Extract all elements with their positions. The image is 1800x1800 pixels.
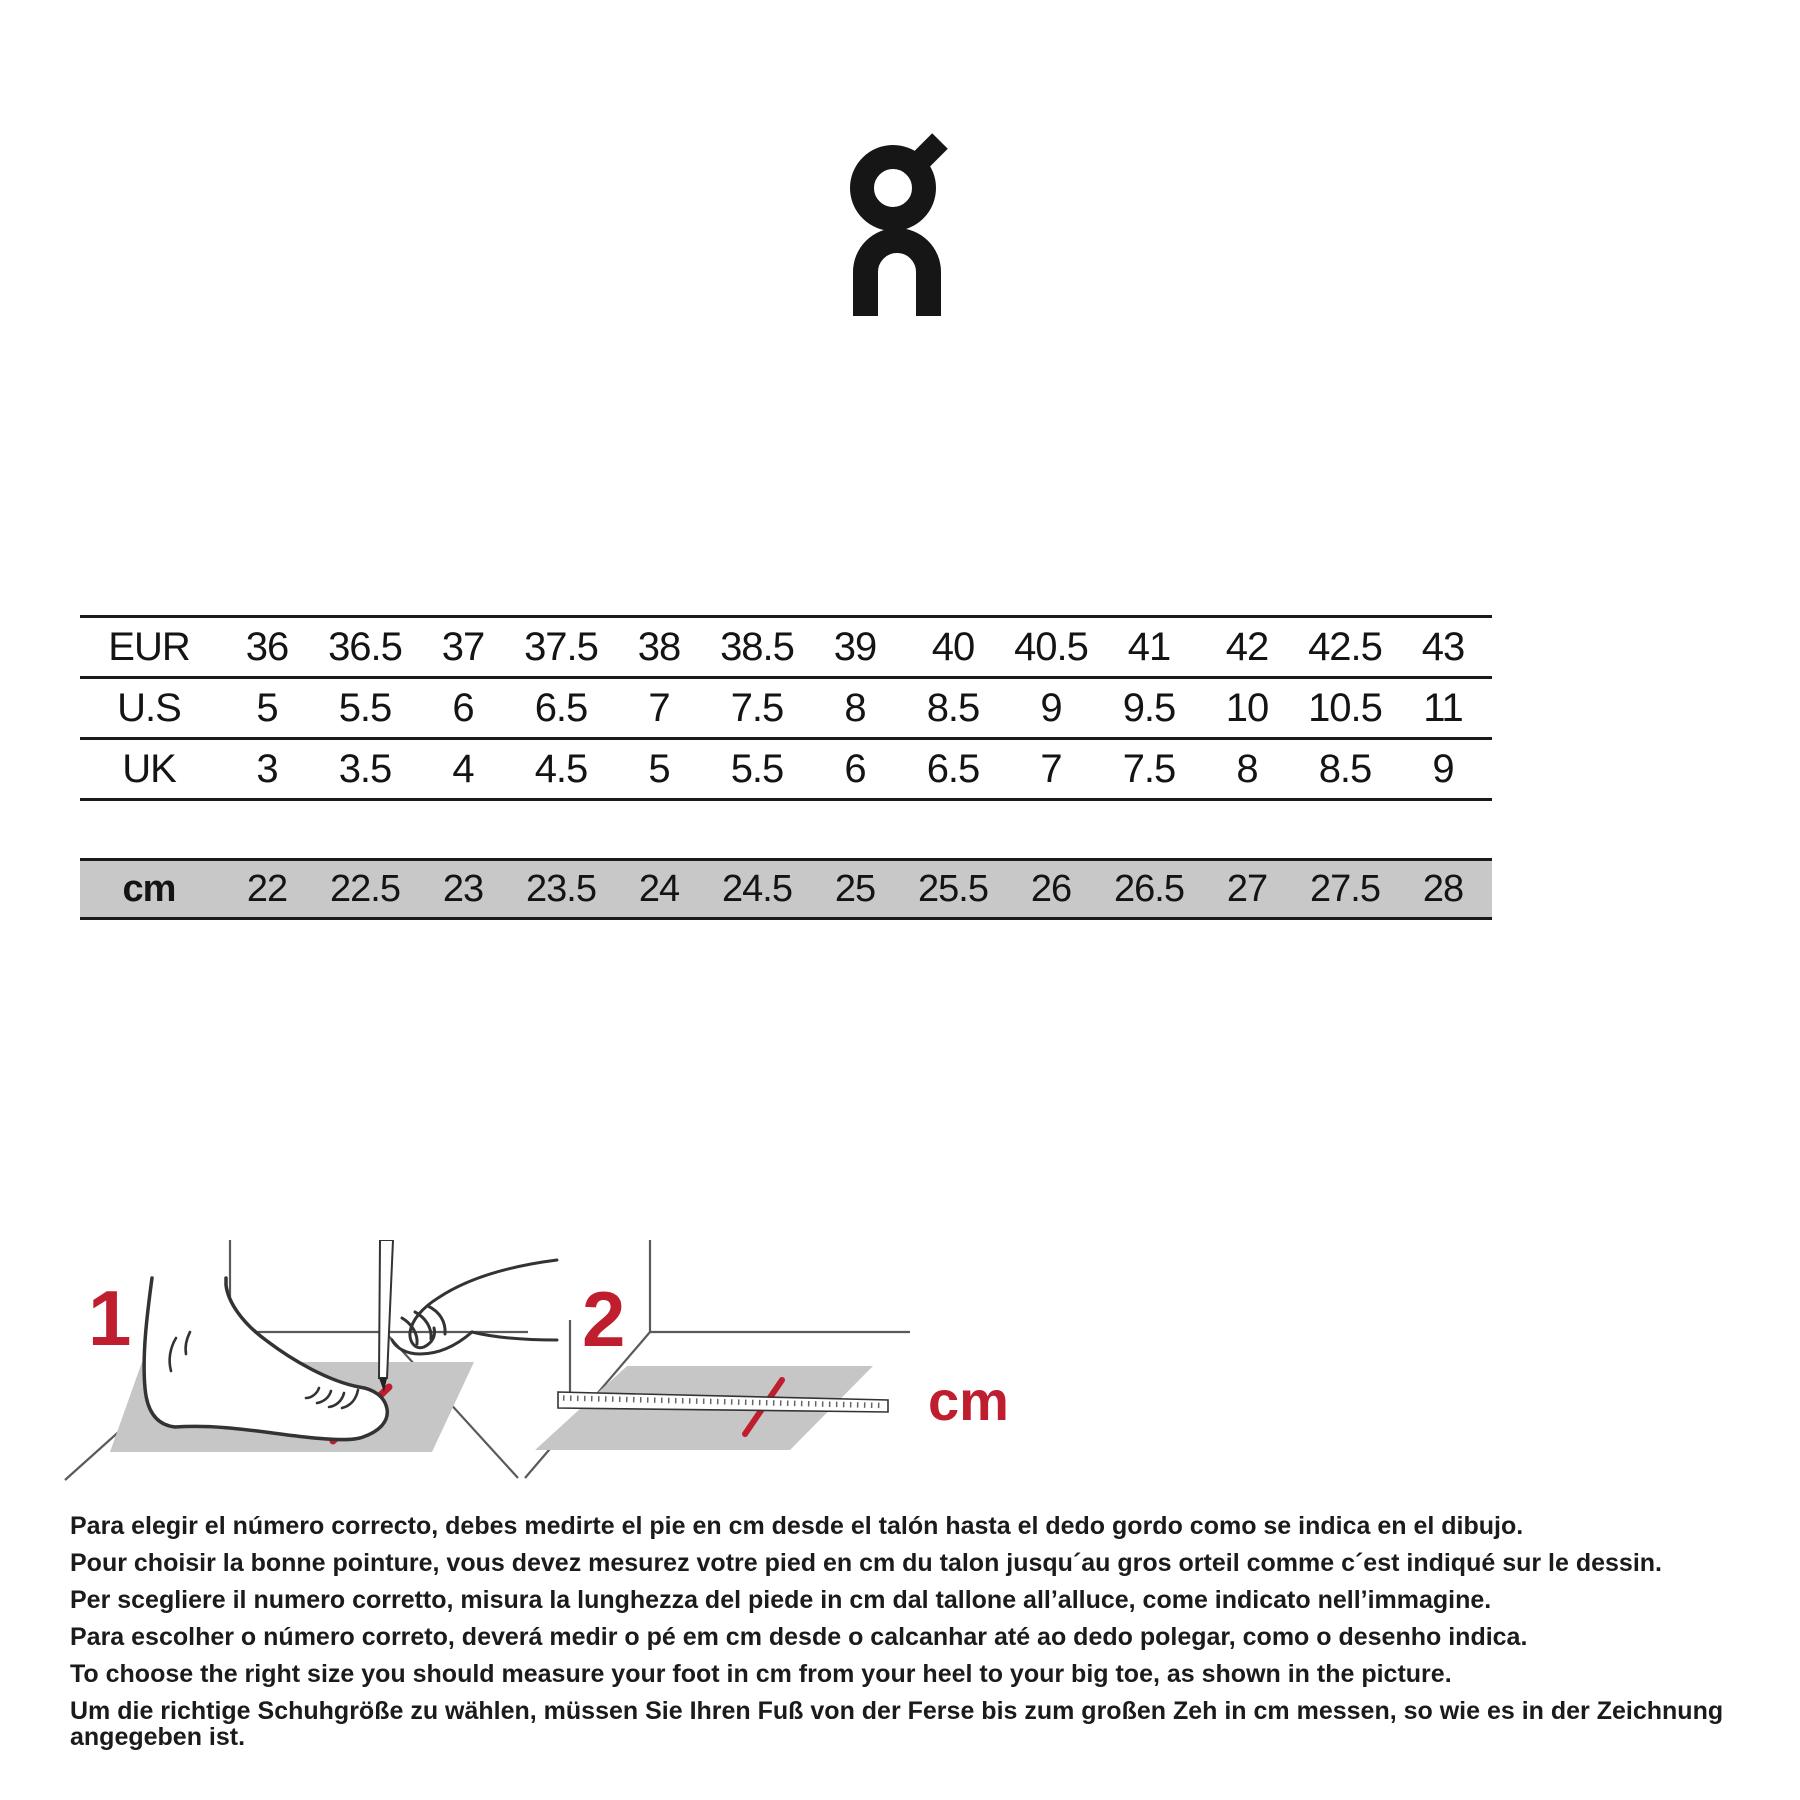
instruction-line-it: Per scegliere il numero corretto, misura la lunghezza del piede in cm dal tallone all’alluce, come indicato nell’immagine. [70, 1586, 1492, 1614]
size-value: 36.5 [328, 624, 402, 669]
size-value: 23.5 [526, 867, 596, 910]
size-value: 7 [1040, 746, 1062, 791]
step1-foot-measure-illustration [60, 1240, 560, 1512]
size-value: 8.5 [1318, 746, 1372, 791]
size-row-us [80, 679, 1492, 740]
row-label: cm [122, 867, 176, 910]
size-value: 26 [1030, 867, 1072, 910]
size-value: 40 [931, 624, 975, 669]
size-value: 37.5 [524, 624, 598, 669]
size-value: 28 [1422, 867, 1464, 910]
step2-number: 2 [582, 1275, 626, 1363]
instruction-line-fr: Pour choisir la bonne pointure, vous devez mesurez votre pied en cm du talon jusqu´au gros orteil comme c´est indiqué sur le dessin. [70, 1549, 1662, 1577]
pencil [379, 1240, 393, 1378]
size-value: 9.5 [1122, 685, 1176, 730]
size-value: 7 [648, 685, 670, 730]
size-value: 10 [1225, 685, 1269, 730]
size-value: 6 [844, 746, 866, 791]
on-logo-icon [846, 120, 954, 316]
size-value: 6 [452, 685, 474, 730]
size-value: 9 [1040, 685, 1062, 730]
instruction-line-pt: Para escolher o número correto, deverá medir o pé em cm desde o calcanhar até ao dedo polegar, como o desenho indica. [70, 1623, 1528, 1651]
size-row-uk [80, 740, 1492, 801]
size-value: 5.5 [730, 746, 784, 791]
logo-tail [912, 141, 940, 169]
size-value: 3 [256, 746, 278, 791]
step2-ruler-illustration [510, 1240, 1090, 1512]
size-conversion-table [80, 615, 1492, 801]
size-value: 38 [637, 624, 681, 669]
instruction-line-en: To choose the right size you should measure your foot in cm from your heel to your big toe, as shown in the picture. [70, 1660, 1452, 1688]
size-value: 38.5 [720, 624, 794, 669]
size-value: 42 [1225, 624, 1269, 669]
instructions-text-block [70, 1513, 1760, 1761]
size-value: 5 [256, 685, 278, 730]
size-value: 4.5 [534, 746, 588, 791]
size-value: 5.5 [338, 685, 392, 730]
logo-n [866, 241, 929, 317]
size-value: 7.5 [730, 685, 784, 730]
size-value: 23 [442, 867, 484, 910]
size-value: 25.5 [918, 867, 988, 910]
size-value: 8 [844, 685, 866, 730]
row-label: UK [122, 746, 176, 791]
size-value: 24.5 [722, 867, 792, 910]
foot-outline [144, 1278, 387, 1440]
cm-measure-row [80, 858, 1492, 920]
size-value: 6.5 [926, 746, 980, 791]
size-value: 11 [1423, 685, 1463, 730]
instruction-line-de: Um die richtige Schuhgröße zu wählen, müssen Sie Ihren Fuß von der Ferse bis zum großen Zeh in cm messen, so wie es in der Zeichnung angegeben ist. [70, 1697, 1724, 1751]
size-value: 42.5 [1308, 624, 1382, 669]
size-value: 3.5 [338, 746, 392, 791]
size-value: 10.5 [1308, 685, 1382, 730]
size-value: 37 [441, 624, 485, 669]
size-value: 7.5 [1122, 746, 1176, 791]
size-value: 5 [648, 746, 670, 791]
size-value: 41 [1127, 624, 1171, 669]
size-value: 27.5 [1310, 867, 1380, 910]
row-label: EUR [108, 624, 190, 669]
size-value: 6.5 [534, 685, 588, 730]
instruction-line-es: Para elegir el número correcto, debes medirte el pie en cm desde el talón hasta el dedo gordo como se indica en el dibujo. [70, 1512, 1524, 1540]
size-value: 8.5 [926, 685, 980, 730]
size-value: 26.5 [1114, 867, 1184, 910]
cm-unit-label: cm [928, 1369, 1009, 1432]
size-value: 9 [1432, 746, 1454, 791]
size-value: 27 [1226, 867, 1268, 910]
size-value: 22.5 [330, 867, 400, 910]
size-value: 36 [245, 624, 289, 669]
size-value: 8 [1236, 746, 1258, 791]
row-label: U.S [117, 685, 181, 730]
size-value: 25 [834, 867, 876, 910]
size-value: 40.5 [1014, 624, 1088, 669]
step1-number: 1 [88, 1274, 132, 1362]
size-value: 39 [833, 624, 877, 669]
size-value: 43 [1421, 624, 1465, 669]
size-value: 4 [452, 746, 474, 791]
size-row-eur [80, 618, 1492, 679]
size-value: 22 [246, 867, 288, 910]
size-value: 24 [638, 867, 680, 910]
